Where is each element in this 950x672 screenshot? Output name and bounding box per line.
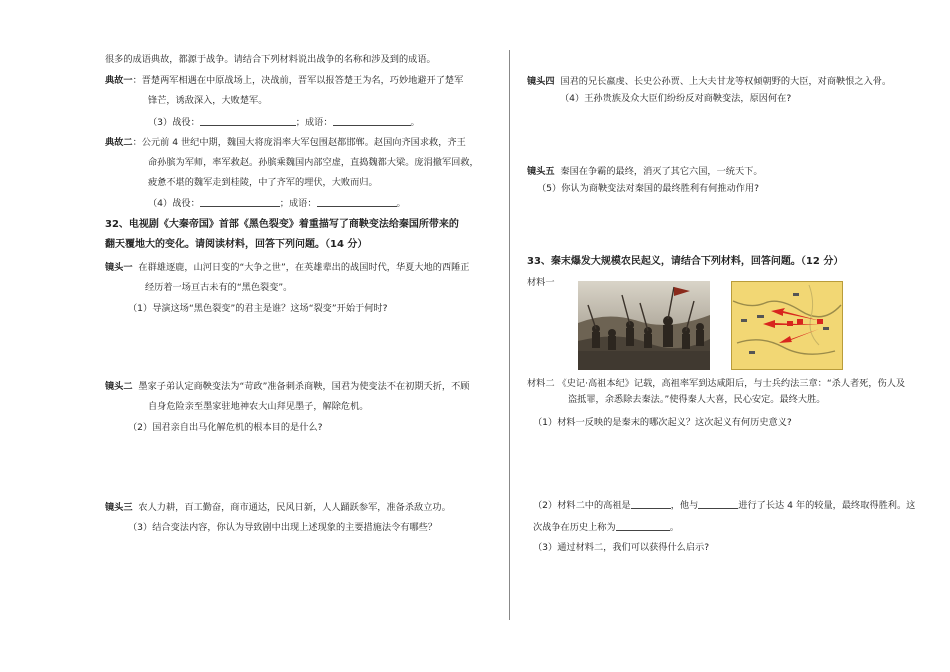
jing-tou-2-text-1: 墨家子弟认定商鞅变法为“苛政”准备刺杀商鞅，国君为使变法不在初期夭折，不顾	[138, 381, 470, 392]
jing-tou-5-line	[527, 167, 763, 176]
dian-gu-1-line-1	[105, 76, 463, 85]
dian-gu-2-line-2: 命孙膑为军师，率军救赵。孙膑乘魏国内部空虚，直捣魏都大梁。庞涓撤军回救，	[148, 157, 479, 168]
q3-war-label: 战役：	[172, 117, 200, 128]
q4-idiom-label: ；成语：	[279, 198, 317, 209]
q4-idiom-blank[interactable]	[317, 198, 397, 207]
uprising-map	[731, 281, 843, 370]
uprising-painting	[578, 281, 710, 370]
question-33-title: 33、秦末爆发大规模农民起义，请结合下列材料，回答问题。（12 分）	[527, 256, 844, 267]
material-1-label: 材料一	[527, 277, 555, 288]
q3-war-blank[interactable]	[200, 117, 296, 126]
dian-gu-2-line-3: 疲惫不堪的魏军走到桂陵，中了齐军的埋伏，大败而归。	[148, 177, 378, 188]
dian-gu-2-label: 典故二	[105, 137, 133, 148]
sub-question-33-3: （3）通过材料二，我们可以获得什么启示?	[533, 542, 710, 553]
jing-tou-1-label: 镜头一	[105, 262, 133, 273]
sub-question-4: （4）王孙贵族及众大臣们纷纷反对商鞅变法，原因何在?	[560, 93, 792, 104]
jing-tou-3-line	[105, 503, 451, 512]
q4-end: 。	[396, 198, 406, 209]
jing-tou-5-text: 秦国在争霸的最终，消灭了其它六国，一统天下。	[560, 166, 763, 177]
sub-question-33-2-line-2	[533, 522, 679, 532]
jing-tou-1-text-1: 在群雄逐鹿，山河日变的“大争之世”，在英雄辈出的战国时代，华夏大地的西陲正	[138, 262, 470, 273]
q33-2-blank-founder[interactable]	[631, 500, 671, 509]
dian-gu-1-text-1: ：晋楚两军相遇在中原战场上，决战前，晋军以报答楚王为名，巧妙地避开了楚军	[132, 75, 464, 86]
dian-gu-1-label: 典故一	[105, 75, 133, 86]
q3-idiom-label: ；成语：	[295, 117, 333, 128]
jing-tou-3-text: 农人力耕，百工勤奋，商市通达，民风日新，人人踊跃参军，准备杀敌立功。	[138, 502, 451, 513]
jing-tou-2-line-2: 自身危险亲至墨家驻地神农大山拜见墨子，解除危机。	[148, 401, 369, 412]
sub-question-3: （3）结合变法内容，你认为导致剧中出现上述现象的主要措施法令有哪些？	[128, 522, 438, 533]
sub-question-33-2-line-1	[533, 500, 915, 510]
q4-number: （4）	[148, 198, 173, 209]
q4-war-label: 战役：	[172, 198, 200, 209]
sub-question-5: （5）你认为商鞅变法对秦国的最终胜利有何推动作用?	[537, 183, 760, 194]
q33-2-part-e: 。	[669, 522, 679, 533]
q33-2-part-c: 进行了长达 4 年的较量，最终取得胜利。这	[738, 500, 916, 511]
material-2-line-1: 材料二 《史记·高祖本纪》记载，高祖率军到达咸阳后，与士兵约法三章：“杀人者死，伤人及	[527, 378, 906, 389]
q3-number: （3）	[148, 117, 173, 128]
jing-tou-4-label: 镜头四	[527, 76, 555, 87]
q4-war-blank[interactable]	[200, 198, 280, 207]
question-3	[148, 117, 420, 127]
sub-question-33-1: （1）材料一反映的是秦末的哪次起义？这次起义有何历史意义?	[533, 417, 792, 428]
question-32-title-1: 32、电视剧《大秦帝国》首部《黑色裂变》着重描写了商鞅变法给秦国所带来的	[105, 219, 459, 230]
jing-tou-1-line-1	[105, 263, 470, 272]
question-32-title-2: 翻天覆地大的变化。请阅读材料，回答下列问题。（14 分）	[105, 239, 368, 250]
q33-2-part-a: （2）材料二中的高祖是	[533, 500, 631, 511]
intro-text: 很多的成语典故，都源于战争。请结合下列材料说出战争的名称和涉及到的成语。	[105, 54, 436, 65]
jing-tou-2-label: 镜头二	[105, 381, 133, 392]
question-4	[148, 198, 406, 208]
q33-2-part-b: ，他与	[670, 500, 699, 511]
column-divider	[509, 50, 510, 620]
jing-tou-4-text: 国君的兄长嬴虔、长史公孙贾、上大夫甘龙等权倾朝野的大臣，对商鞅恨之入骨。	[560, 76, 892, 87]
jing-tou-3-label: 镜头三	[105, 502, 133, 513]
sub-question-2: （2）国君亲自出马化解危机的根本目的是什么?	[128, 422, 323, 433]
q33-2-part-d: 次战争在历史上称为	[533, 522, 616, 533]
dian-gu-1-line-2: 锋芒，诱敌深入，大败楚军。	[148, 95, 268, 106]
jing-tou-4-line	[527, 77, 891, 86]
sub-question-1: （1）导演这场“黑色裂变”的君主是谁？这场“裂变”开始于何时?	[128, 303, 388, 314]
jing-tou-5-label: 镜头五	[527, 166, 555, 177]
dian-gu-2-line-1	[105, 138, 466, 147]
q33-2-blank-rival[interactable]	[698, 500, 738, 509]
dian-gu-2-text-1: ：公元前 4 世纪中期，魏国大将庞涓率大军包围赵都邯郸。赵国向齐国求救，齐王	[132, 137, 466, 148]
jing-tou-1-line-2: 经历着一场亘古未有的“黑色裂变”。	[145, 282, 293, 293]
q3-end: 。	[410, 117, 420, 128]
material-2-line-2: 盗抵罪，余悉除去秦法。”使得秦人大喜，民心安定。最终大胜。	[568, 394, 826, 405]
q33-2-blank-war[interactable]	[616, 522, 670, 531]
q3-idiom-blank[interactable]	[333, 117, 411, 126]
jing-tou-2-line-1	[105, 382, 470, 391]
